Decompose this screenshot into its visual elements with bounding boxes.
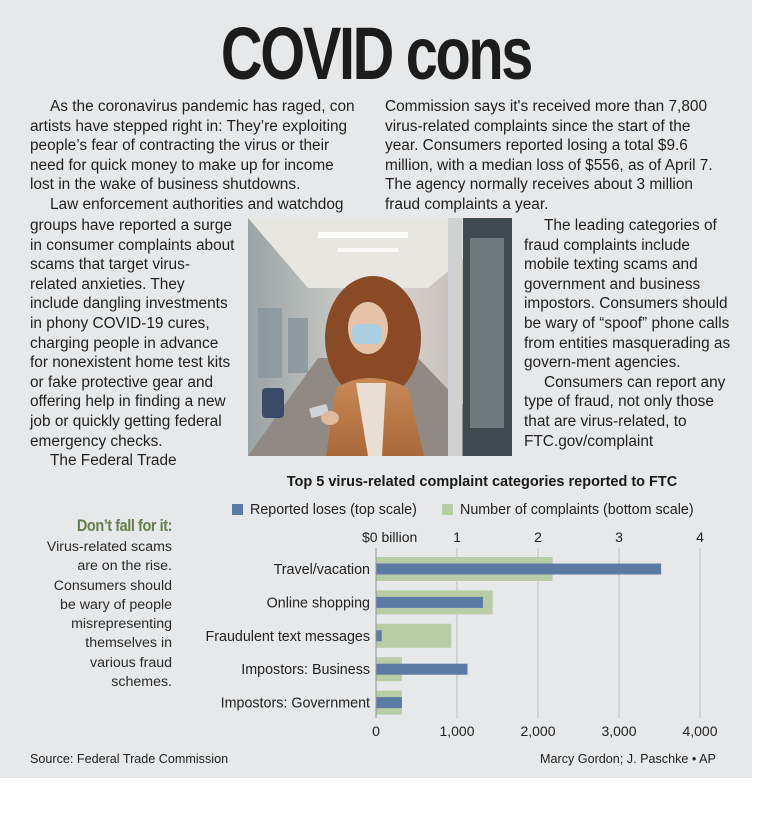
bottom-axis-tick-label: 3,000	[601, 723, 637, 739]
legend-label-complaints: Number of complaints (bottom scale)	[460, 502, 694, 518]
legend-label-losses: Reported loses (top scale)	[250, 502, 417, 518]
category-label: Fraudulent text messages	[205, 628, 370, 645]
bottom-axis-tick-label: 1,000	[439, 723, 475, 739]
credit-line: Marcy Gordon; J. Paschke • AP	[540, 752, 716, 766]
top-axis-tick-label: $0 billion	[362, 529, 418, 545]
top-axis-tick-label: 4	[696, 529, 704, 545]
bottom-axis-tick-label: 4,000	[682, 723, 718, 739]
bar-losses	[376, 564, 661, 575]
article-paragraph: The leading categories of fraud complaints include mobile texting scams and government and business impostors. Consumers should be wary of “spoof” phone calls from entities masquerading as govern-ment agencies.	[524, 217, 731, 372]
headline: COVID cons	[220, 12, 532, 95]
category-label: Travel/vacation	[273, 562, 370, 578]
bottom-axis-tick-label: 0	[372, 723, 380, 739]
source-note: Source: Federal Trade Commission	[30, 752, 229, 766]
bar-complaints	[376, 624, 451, 648]
sidebar-text: Virus-related scams are on the rise. Consumers should be wary of people misrepresenting themselves in various fraud schemes.	[46, 539, 172, 691]
bar-losses	[376, 664, 468, 675]
article-paragraph: As the coronavirus pandemic has raged, con artists have stepped right in: They’re exploiting people’s fear of contracting the virus or their need for quick money to make up for income lost in the wake of business shutdowns.	[30, 98, 355, 194]
chart-title: Top 5 virus-related complaint categories reported to FTC	[286, 474, 678, 490]
article-paragraph: Law enforcement authorities and watchdog	[50, 195, 344, 213]
category-label: Online shopping	[266, 595, 370, 612]
article-paragraph: groups have reported a surge in consumer complaints about scams that target virus-related anxieties. They include dangling investments in phony COVID-19 cures, charging people in advance for nonexistent home test kits or fake protective gear and offering help in finding a new job or quickly getting federal emergency checks.	[30, 217, 235, 450]
category-label: Impostors: Business	[241, 662, 370, 679]
article-paragraph: Consumers can report any type of fraud, not only those that are virus-related, to FTC.gov/complaint	[524, 373, 726, 450]
article-paragraph: Commission says it's received more than 7,800 virus-related complaints since the start of the year. Consumers reported losing a total $9.6 million, with a median loss of $556, as of April 7. The agency normally receives about 3 million fraud complaints a year.	[385, 98, 713, 213]
article-paragraph: The Federal Trade	[50, 452, 177, 470]
bar-losses	[376, 630, 382, 641]
category-label: Impostors: Government	[220, 695, 370, 712]
bar-losses	[376, 597, 483, 608]
sidebar-heading: Don’t fall for it:	[76, 516, 172, 535]
bottom-axis-tick-label: 2,000	[520, 723, 556, 739]
top-axis-tick-label: 1	[453, 529, 461, 545]
top-axis-tick-label: 2	[534, 529, 542, 545]
top-axis-tick-label: 3	[615, 529, 623, 545]
bar-losses	[376, 697, 402, 708]
